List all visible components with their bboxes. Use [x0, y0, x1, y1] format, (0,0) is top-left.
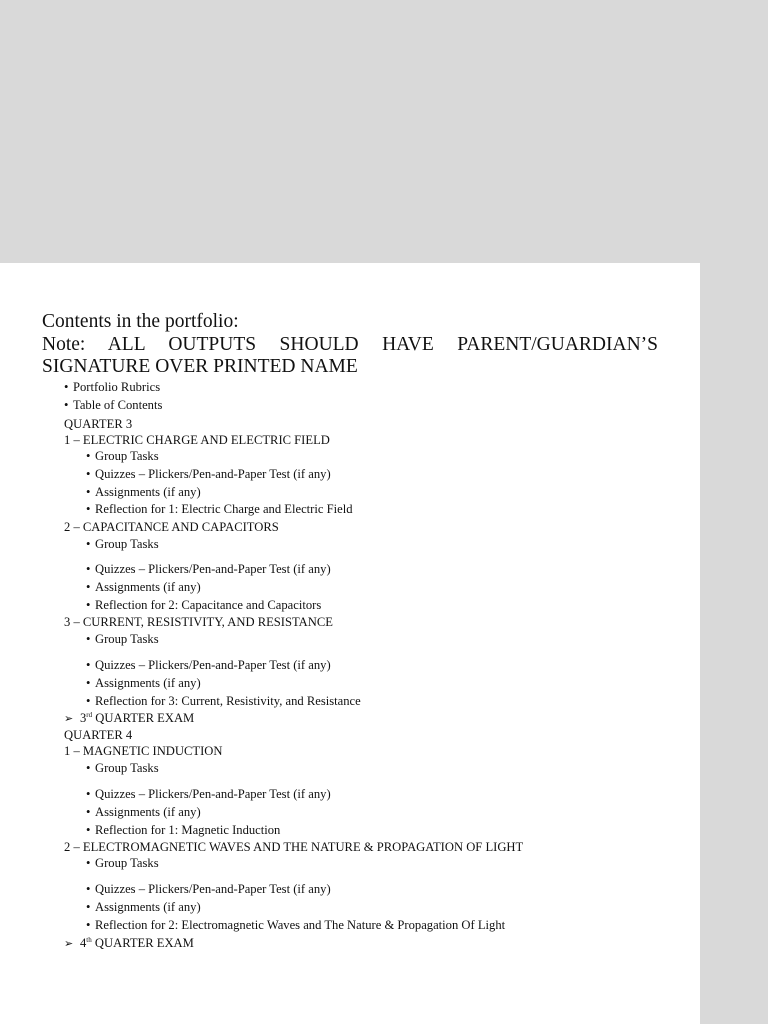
quarter-4-label: QUARTER 4: [64, 728, 133, 742]
bullet-icon: •: [64, 398, 69, 412]
bullet-icon: •: [86, 694, 91, 708]
bullet-icon: •: [86, 900, 91, 914]
bullet-icon: •: [86, 580, 91, 594]
arrowhead-bullet-icon: ➢: [64, 938, 74, 950]
document-page: [0, 263, 700, 1024]
q3-exam-item: ➢ 3rd QUARTER EXAM: [64, 710, 195, 725]
q3-topic-3-title: 3 – CURRENT, RESISTIVITY, AND RESISTANCE: [64, 615, 333, 629]
bullet-icon: •: [86, 787, 91, 801]
arrowhead-bullet-icon: ➢: [64, 713, 74, 725]
list-item: • Quizzes – Plickers/Pen-and-Paper Test (if any): [86, 882, 331, 896]
list-item: • Assignments (if any): [86, 805, 201, 819]
list-item: • Assignments (if any): [86, 485, 201, 499]
list-item: [64, 397, 162, 413]
list-item: [64, 379, 160, 395]
list-item: • Assignments (if any): [86, 580, 201, 594]
contents-heading: Contents in the portfolio:: [42, 311, 239, 332]
list-item: • Quizzes – Plickers/Pen-and-Paper Test (if any): [86, 467, 331, 481]
bullet-icon: •: [86, 502, 91, 516]
list-item-text: Portfolio Rubrics: [73, 380, 161, 394]
bullet-icon: •: [86, 805, 91, 819]
list-item: • Group Tasks: [86, 856, 159, 870]
bullet-icon: •: [86, 632, 91, 646]
bullet-icon: •: [86, 882, 91, 896]
list-item: • Quizzes – Plickers/Pen-and-Paper Test (if any): [86, 787, 331, 801]
list-item: • Quizzes – Plickers/Pen-and-Paper Test (if any): [86, 562, 331, 576]
bullet-icon: •: [86, 856, 91, 870]
list-item: • Group Tasks: [86, 761, 159, 775]
bullet-icon: •: [64, 380, 69, 394]
bullet-icon: •: [86, 598, 91, 612]
quarter-3-label: QUARTER 3: [64, 417, 133, 431]
bullet-icon: •: [86, 823, 91, 837]
list-item: • Group Tasks: [86, 449, 159, 463]
q3-topic-2-title: 2 – CAPACITANCE AND CAPACITORS: [64, 520, 279, 534]
q4-exam-item: ➢ 4th QUARTER EXAM: [64, 935, 194, 950]
note-line-1: Note: ALL OUTPUTS SHOULD HAVE PARENT/GUARDIAN’S: [42, 334, 658, 355]
list-item: • Group Tasks: [86, 632, 159, 646]
bullet-icon: •: [86, 485, 91, 499]
list-item: • Reflection for 2: Capacitance and Capacitors: [86, 598, 322, 612]
list-item: • Assignments (if any): [86, 900, 201, 914]
bullet-icon: •: [86, 449, 91, 463]
bullet-icon: •: [86, 658, 91, 672]
list-item: • Reflection for 2: Electromagnetic Waves and The Nature & Propagation Of Light: [86, 918, 506, 932]
bullet-icon: •: [86, 918, 91, 932]
list-item: • Assignments (if any): [86, 676, 201, 690]
q4-topic-1-title: 1 – MAGNETIC INDUCTION: [64, 744, 223, 758]
list-item-text: Table of Contents: [73, 398, 163, 412]
bullet-icon: •: [86, 676, 91, 690]
list-item: • Reflection for 1: Electric Charge and Electric Field: [86, 502, 353, 516]
list-item: • Reflection for 3: Current, Resistivity, and Resistance: [86, 694, 361, 708]
bullet-icon: •: [86, 562, 91, 576]
bullet-icon: •: [86, 761, 91, 775]
bullet-icon: •: [86, 467, 91, 481]
list-item: • Reflection for 1: Magnetic Induction: [86, 823, 281, 837]
bullet-icon: •: [86, 537, 91, 551]
note-line-2: SIGNATURE OVER PRINTED NAME: [42, 356, 358, 377]
q4-topic-2-title: 2 – ELECTROMAGNETIC WAVES AND THE NATURE & PROPAGATION OF LIGHT: [64, 840, 524, 854]
list-item: • Group Tasks: [86, 537, 159, 551]
q3-topic-1-title: 1 – ELECTRIC CHARGE AND ELECTRIC FIELD: [64, 433, 330, 447]
list-item: • Quizzes – Plickers/Pen-and-Paper Test (if any): [86, 658, 331, 672]
